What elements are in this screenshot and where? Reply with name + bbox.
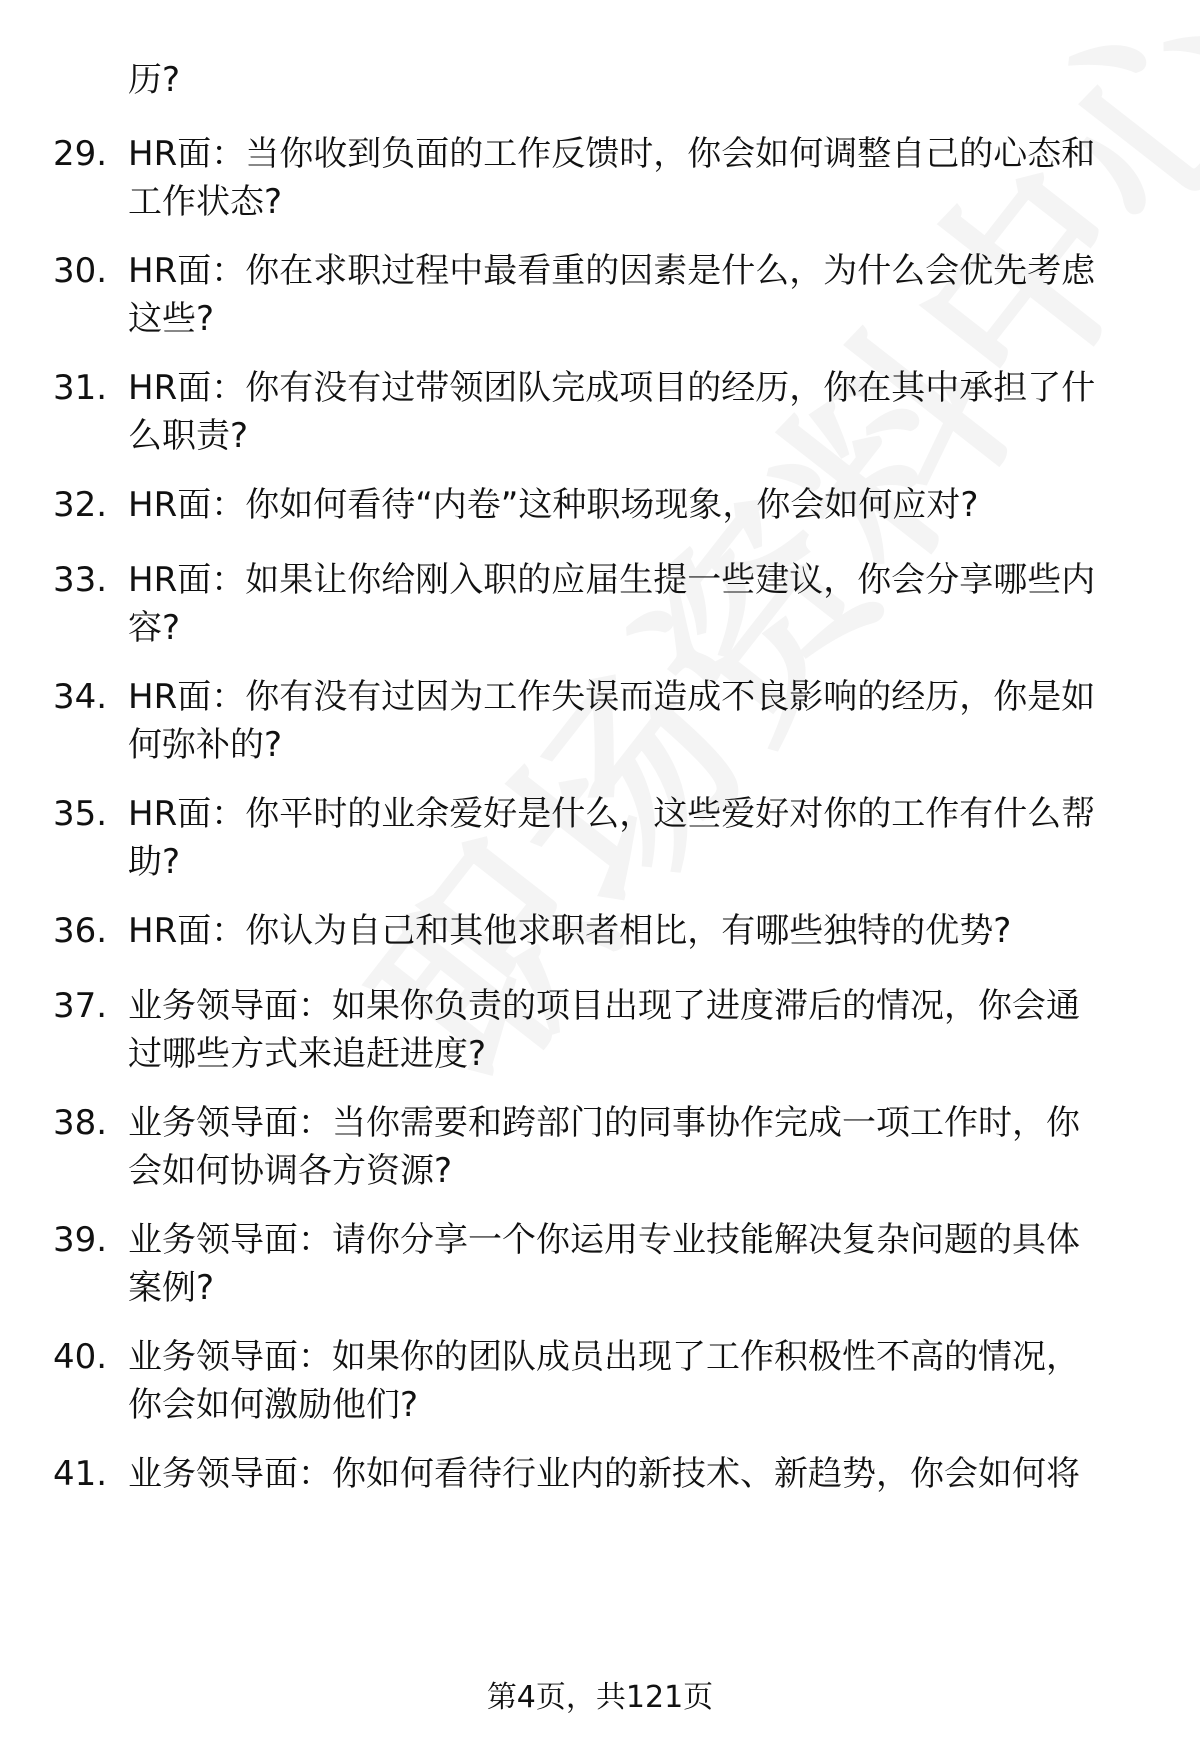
item-line: HR面：你有没有过因为工作失误而造成不良影响的经历，你是如 [128,677,1096,717]
item-line: 你会如何激励他们? [128,1385,419,1425]
item-line: 案例? [128,1268,215,1308]
item-text [128,907,1158,955]
item-number: 29. [53,134,108,174]
item-line: HR面：你如何看待“内卷”这种职场现象，你会如何应对? [128,485,979,525]
item-line: 何弥补的? [128,725,283,765]
item-line: 过哪些方式来追赶进度? [128,1034,487,1074]
item-text [128,1333,1158,1429]
item-number: 31. [53,368,108,408]
item-line: HR面：你有没有过带领团队完成项目的经历，你在其中承担了什 [128,368,1096,408]
item-number: 37. [53,986,108,1026]
item-line: 业务领导面：如果你的团队成员出现了工作积极性不高的情况， [128,1337,1080,1377]
item-text [128,790,1158,886]
item-text [128,247,1158,343]
item-line: 容? [128,608,181,648]
item-line: 工作状态? [128,182,283,222]
item-line: 业务领导面：当你需要和跨部门的同事协作完成一项工作时，你 [128,1103,1080,1143]
item-line: 助? [128,842,181,882]
item-text [128,673,1158,769]
item-text [128,1450,1158,1498]
item-line: HR面：你在求职过程中最看重的因素是什么，为什么会优先考虑 [128,251,1096,291]
item-line: 么职责? [128,416,249,456]
item-line: 业务领导面：如果你负责的项目出现了进度滞后的情况，你会通 [128,986,1080,1026]
item-line: HR面：你平时的业余爱好是什么，这些爱好对你的工作有什么帮 [128,794,1096,834]
item-line: 这些? [128,299,215,339]
item-number: 41. [53,1454,108,1494]
item-text [128,130,1158,226]
item-text [128,1216,1158,1312]
item-number: 38. [53,1103,108,1143]
item-line: HR面：你认为自己和其他求职者相比，有哪些独特的优势? [128,911,1012,951]
item-line: 会如何协调各方资源? [128,1151,453,1191]
item-text [128,982,1158,1078]
item-number: 30. [53,251,108,291]
item-number: 39. [53,1220,108,1260]
item-number: 32. [53,485,108,525]
item-number: 40. [53,1337,108,1377]
item-line: HR面：当你收到负面的工作反馈时，你会如何调整自己的心态和 [128,134,1096,174]
item-line: 业务领导面：你如何看待行业内的新技术、新趋势，你会如何将 [128,1454,1080,1494]
item-text [128,481,1158,529]
continuation-text: 历? [128,60,181,100]
item-number: 33. [53,560,108,600]
item-number: 34. [53,677,108,717]
item-text [128,556,1158,652]
page-footer: 第4页，共121页 [486,1680,714,1715]
item-text [128,1099,1158,1195]
item-line: HR面：如果让你给刚入职的应届生提一些建议，你会分享哪些内 [128,560,1096,600]
item-text [128,364,1158,460]
item-line: 业务领导面：请你分享一个你运用专业技能解决复杂问题的具体 [128,1220,1080,1260]
item-number: 36. [53,911,108,951]
item-number: 35. [53,794,108,834]
